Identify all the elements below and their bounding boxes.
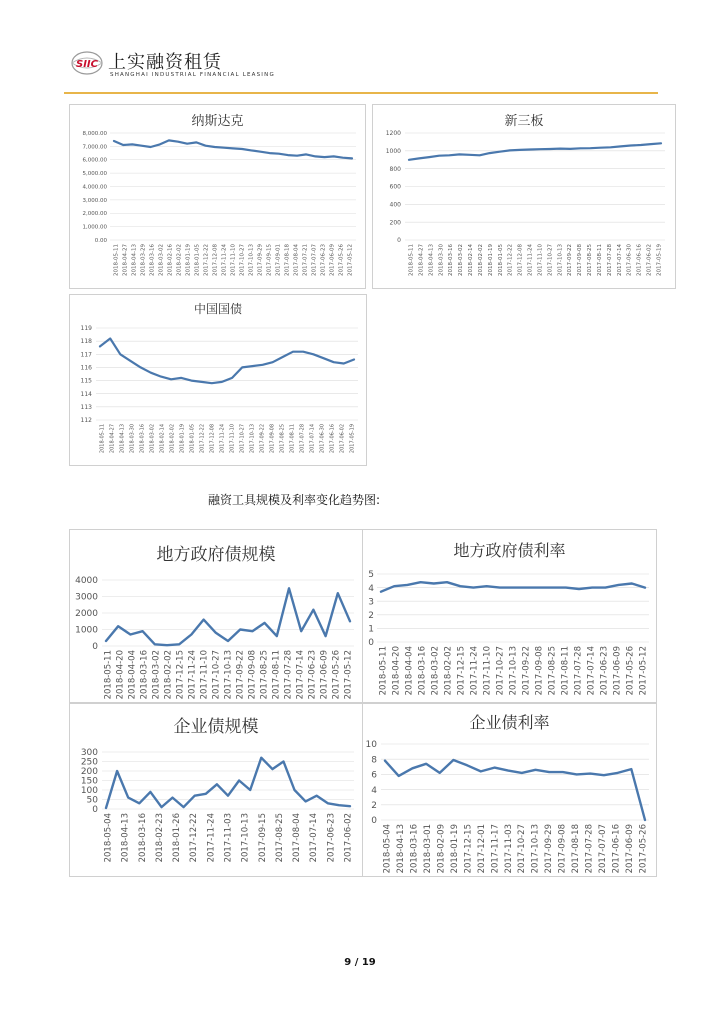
x-tick-label: 2017-06-09 bbox=[625, 824, 636, 874]
chart-panel-corp-bond-rate bbox=[362, 703, 657, 877]
x-tick-label: 2018-04-27 bbox=[109, 424, 116, 454]
x-tick-label: 2017-05-26 bbox=[338, 244, 345, 276]
x-tick-label: 2018-04-04 bbox=[127, 650, 138, 700]
y-tick-label: 114 bbox=[80, 390, 92, 398]
chart-panel-local-gov-bond-size bbox=[69, 529, 363, 703]
x-tick-label: 2018-02-02 bbox=[163, 650, 174, 700]
x-tick-label: 2017-11-24 bbox=[221, 244, 228, 276]
x-tick-label: 2018-04-13 bbox=[428, 244, 435, 276]
x-tick-label: 2018-05-04 bbox=[382, 824, 393, 874]
y-tick-label: 118 bbox=[80, 338, 92, 346]
y-tick-label: 6,000.00 bbox=[82, 157, 107, 164]
x-tick-label: 2017-12-15 bbox=[463, 824, 474, 874]
x-tick-label: 2018-03-02 bbox=[430, 646, 441, 696]
x-tick-label: 2017-05-12 bbox=[638, 646, 649, 696]
x-tick-label: 2017-08-04 bbox=[292, 813, 303, 863]
x-tick-label: 2017-06-02 bbox=[339, 424, 346, 454]
x-tick-label: 2017-08-11 bbox=[596, 243, 603, 276]
x-tick-label: 2018-03-29 bbox=[140, 244, 147, 276]
x-tick-label: 2017-08-18 bbox=[284, 244, 291, 276]
y-tick-label: 1200 bbox=[385, 130, 401, 138]
x-tick-label: 2017-05-26 bbox=[331, 650, 342, 700]
x-tick-label: 2017-08-25 bbox=[274, 813, 285, 863]
x-tick-label: 2017-10-13 bbox=[249, 424, 256, 454]
y-tick-label: 4 bbox=[371, 785, 377, 796]
x-tick-label: 2017-07-14 bbox=[295, 650, 306, 700]
x-tick-label: 2017-11-10 bbox=[482, 646, 493, 696]
chart-title: 纳斯达克 bbox=[191, 114, 244, 129]
chart-china-bond bbox=[70, 295, 366, 465]
x-tick-label: 2017-11-03 bbox=[503, 824, 514, 874]
chart-panel-corp-bond-size bbox=[69, 703, 363, 877]
x-tick-label: 2018-03-16 bbox=[139, 424, 146, 454]
y-tick-label: 4 bbox=[368, 583, 374, 594]
x-tick-label: 2017-10-27 bbox=[211, 650, 222, 700]
x-tick-label: 2018-02-14 bbox=[468, 244, 475, 276]
x-tick-label: 2017-10-27 bbox=[239, 244, 246, 276]
x-tick-label: 2017-11-24 bbox=[219, 424, 226, 454]
x-tick-label: 2017-06-23 bbox=[599, 646, 610, 696]
x-tick-label: 2018-03-16 bbox=[149, 244, 156, 276]
x-tick-label: 2018-04-20 bbox=[115, 650, 126, 700]
x-tick-label: 2017-09-08 bbox=[534, 646, 545, 696]
y-tick-label: 4,000.00 bbox=[82, 184, 107, 191]
x-tick-label: 2018-03-16 bbox=[417, 646, 428, 696]
y-tick-label: 5,000.00 bbox=[82, 171, 107, 178]
x-tick-label: 2017-07-14 bbox=[586, 646, 597, 696]
siic-logo bbox=[70, 50, 104, 76]
series-line bbox=[381, 582, 645, 592]
x-tick-label: 2017-11-10 bbox=[229, 424, 236, 454]
y-tick-label: 150 bbox=[80, 776, 98, 787]
x-tick-label: 2017-06-23 bbox=[326, 813, 337, 863]
x-tick-label: 2018-05-11 bbox=[103, 650, 114, 700]
x-tick-label: 2017-10-13 bbox=[223, 650, 234, 700]
chart-panel-nasdaq bbox=[69, 104, 366, 289]
x-tick-label: 2018-03-02 bbox=[151, 650, 162, 700]
y-tick-label: 116 bbox=[80, 364, 92, 372]
x-tick-label: 2017-06-16 bbox=[329, 424, 336, 454]
x-tick-label: 2017-10-13 bbox=[557, 244, 564, 276]
x-tick-label: 2017-08-25 bbox=[587, 244, 594, 276]
y-tick-label: 1000 bbox=[75, 625, 98, 636]
x-tick-label: 2018-03-01 bbox=[422, 824, 433, 874]
x-tick-label: 2018-01-19 bbox=[487, 244, 494, 276]
chart-panel-local-gov-bond-rate bbox=[362, 529, 657, 703]
x-tick-label: 2017-06-02 bbox=[343, 813, 354, 863]
series-line bbox=[106, 588, 350, 645]
x-tick-label: 2017-09-29 bbox=[544, 824, 555, 874]
x-tick-label: 2018-03-16 bbox=[139, 650, 150, 700]
y-tick-label: 800 bbox=[389, 165, 401, 173]
x-tick-label: 2017-10-13 bbox=[240, 813, 251, 863]
y-tick-label: 0.00 bbox=[94, 237, 107, 244]
y-tick-label: 115 bbox=[80, 377, 92, 385]
chart-neeq bbox=[373, 105, 675, 288]
x-tick-label: 2018-01-19 bbox=[185, 244, 192, 276]
chart-title: 新三板 bbox=[504, 114, 544, 129]
x-tick-label: 2018-01-26 bbox=[172, 813, 183, 863]
x-tick-label: 2017-11-24 bbox=[527, 244, 534, 276]
y-tick-label: 200 bbox=[80, 767, 98, 778]
x-tick-label: 2017-12-15 bbox=[175, 650, 186, 700]
x-tick-label: 2017-06-09 bbox=[319, 650, 330, 700]
logo-text: SIIC bbox=[76, 59, 98, 70]
y-tick-label: 1000 bbox=[385, 147, 401, 155]
series-line bbox=[385, 760, 645, 820]
y-tick-label: 10 bbox=[365, 740, 377, 751]
y-tick-label: 8,000.00 bbox=[82, 130, 107, 137]
x-tick-label: 2018-02-14 bbox=[159, 424, 166, 454]
x-tick-label: 2018-02-02 bbox=[443, 646, 454, 696]
x-tick-label: 2017-05-26 bbox=[638, 824, 649, 874]
x-tick-label: 2018-03-02 bbox=[458, 244, 465, 276]
chart-corp-bond-rate bbox=[363, 704, 656, 876]
x-tick-label: 2017-12-22 bbox=[199, 424, 206, 454]
x-tick-label: 2017-09-29 bbox=[257, 244, 264, 276]
x-tick-label: 2017-12-08 bbox=[209, 424, 216, 454]
x-tick-label: 2017-12-01 bbox=[476, 824, 487, 874]
x-tick-label: 2017-09-08 bbox=[269, 424, 276, 454]
y-tick-label: 0 bbox=[397, 237, 401, 245]
y-tick-label: 250 bbox=[80, 757, 98, 768]
x-tick-label: 2017-08-25 bbox=[547, 646, 558, 696]
x-tick-label: 2017-11-17 bbox=[490, 824, 501, 874]
x-tick-label: 2017-09-22 bbox=[235, 650, 246, 700]
y-tick-label: 50 bbox=[86, 795, 98, 806]
x-tick-label: 2017-07-14 bbox=[309, 424, 316, 454]
x-tick-label: 2017-12-22 bbox=[203, 244, 210, 276]
y-tick-label: 3 bbox=[368, 597, 374, 608]
x-tick-label: 2017-05-12 bbox=[347, 244, 354, 276]
x-tick-label: 2017-10-13 bbox=[248, 244, 255, 276]
x-tick-label: 2017-06-16 bbox=[636, 244, 643, 276]
x-tick-label: 2018-04-20 bbox=[391, 646, 402, 696]
y-tick-label: 5 bbox=[368, 570, 374, 581]
x-tick-label: 2017-10-27 bbox=[239, 424, 246, 454]
y-tick-label: 200 bbox=[389, 219, 401, 227]
x-tick-label: 2018-01-19 bbox=[449, 824, 460, 874]
chart-title: 企业债利率 bbox=[469, 713, 550, 732]
x-tick-label: 2017-12-15 bbox=[456, 646, 467, 696]
y-tick-label: 3000 bbox=[75, 592, 98, 603]
y-tick-label: 1,000.00 bbox=[82, 224, 107, 231]
x-tick-label: 2017-11-10 bbox=[199, 650, 210, 700]
chart-panel-neeq bbox=[372, 104, 676, 289]
chart-panel-china-bond bbox=[69, 294, 367, 466]
chart-corp-bond-size bbox=[70, 704, 362, 876]
x-tick-label: 2017-10-13 bbox=[530, 824, 541, 874]
x-tick-label: 2018-04-13 bbox=[131, 244, 138, 276]
x-tick-label: 2017-06-30 bbox=[626, 244, 633, 276]
y-tick-label: 400 bbox=[389, 201, 401, 209]
x-tick-label: 2017-08-11 bbox=[271, 650, 282, 700]
x-tick-label: 2017-09-15 bbox=[266, 244, 273, 276]
x-tick-label: 2018-03-16 bbox=[137, 813, 148, 863]
x-tick-label: 2018-03-02 bbox=[158, 244, 165, 276]
header-divider bbox=[64, 92, 658, 94]
y-tick-label: 0 bbox=[371, 816, 377, 827]
x-tick-label: 2018-05-11 bbox=[378, 646, 389, 696]
x-tick-label: 2017-08-11 bbox=[289, 424, 296, 454]
series-line bbox=[409, 143, 661, 160]
y-tick-label: 8 bbox=[371, 755, 377, 766]
x-tick-label: 2017-09-01 bbox=[275, 244, 282, 276]
x-tick-label: 2017-12-22 bbox=[189, 813, 200, 863]
x-tick-label: 2018-04-13 bbox=[119, 424, 126, 454]
x-tick-label: 2017-07-14 bbox=[616, 244, 623, 276]
x-tick-label: 2017-06-23 bbox=[307, 650, 318, 700]
y-tick-label: 2 bbox=[368, 610, 374, 621]
x-tick-label: 2018-02-02 bbox=[169, 424, 176, 454]
y-tick-label: 2000 bbox=[75, 609, 98, 620]
x-tick-label: 2017-11-24 bbox=[469, 646, 480, 696]
section-caption: 融资工具规模及利率变化趋势图: bbox=[208, 493, 381, 507]
x-tick-label: 2017-09-08 bbox=[577, 244, 584, 276]
x-tick-label: 2018-05-11 bbox=[408, 244, 415, 276]
x-tick-label: 2017-07-28 bbox=[584, 824, 595, 874]
x-tick-label: 2017-06-09 bbox=[612, 646, 623, 696]
y-tick-label: 300 bbox=[80, 748, 98, 759]
x-tick-label: 2017-05-19 bbox=[349, 424, 356, 454]
x-tick-label: 2018-04-13 bbox=[120, 813, 131, 863]
y-tick-label: 117 bbox=[80, 351, 92, 359]
x-tick-label: 2018-03-02 bbox=[149, 424, 156, 454]
x-tick-label: 2017-10-27 bbox=[547, 244, 554, 276]
x-tick-label: 2017-07-28 bbox=[283, 650, 294, 700]
x-tick-label: 2018-02-23 bbox=[154, 813, 165, 863]
x-tick-label: 2017-06-16 bbox=[611, 824, 622, 874]
x-tick-label: 2017-10-27 bbox=[517, 824, 528, 874]
x-tick-label: 2017-09-22 bbox=[521, 646, 532, 696]
x-tick-label: 2018-02-02 bbox=[176, 244, 183, 276]
x-tick-label: 2017-11-03 bbox=[223, 813, 234, 863]
x-tick-label: 2017-07-28 bbox=[573, 646, 584, 696]
x-tick-label: 2017-10-13 bbox=[508, 646, 519, 696]
x-tick-label: 2017-09-08 bbox=[557, 824, 568, 874]
x-tick-label: 2017-12-08 bbox=[517, 244, 524, 276]
x-tick-label: 2018-01-05 bbox=[189, 424, 196, 454]
y-tick-label: 119 bbox=[80, 325, 92, 333]
y-tick-label: 3,000.00 bbox=[82, 197, 107, 204]
x-tick-label: 2018-04-04 bbox=[404, 646, 415, 696]
x-tick-label: 2017-09-15 bbox=[257, 813, 268, 863]
x-tick-label: 2017-10-27 bbox=[495, 646, 506, 696]
x-tick-label: 2017-08-25 bbox=[259, 650, 270, 700]
x-tick-label: 2018-02-16 bbox=[167, 244, 174, 276]
x-tick-label: 2017-07-07 bbox=[311, 244, 318, 276]
x-tick-label: 2017-08-04 bbox=[293, 244, 300, 276]
x-tick-label: 2018-01-19 bbox=[179, 424, 186, 454]
x-tick-label: 2017-06-02 bbox=[646, 244, 653, 276]
y-tick-label: 2 bbox=[371, 800, 377, 811]
x-tick-label: 2017-11-10 bbox=[230, 244, 237, 276]
x-tick-label: 2017-12-22 bbox=[507, 244, 514, 276]
x-tick-label: 2017-05-26 bbox=[625, 646, 636, 696]
x-tick-label: 2017-07-28 bbox=[299, 424, 306, 454]
x-tick-label: 2018-04-13 bbox=[395, 824, 406, 874]
page-number: 9 / 19 bbox=[344, 957, 376, 968]
x-tick-label: 2018-04-27 bbox=[418, 244, 425, 276]
x-tick-label: 2017-09-22 bbox=[259, 424, 266, 454]
x-tick-label: 2017-06-30 bbox=[319, 424, 326, 454]
x-tick-label: 2017-08-25 bbox=[279, 424, 286, 454]
y-tick-label: 0 bbox=[92, 805, 98, 816]
company-name-english: SHANGHAI INDUSTRIAL FINANCIAL LEASING bbox=[110, 72, 275, 78]
chart-title: 地方政府债规模 bbox=[156, 545, 276, 565]
chart-title: 企业债规模 bbox=[173, 717, 259, 737]
x-tick-label: 2017-08-18 bbox=[571, 824, 582, 874]
y-tick-label: 112 bbox=[80, 417, 92, 425]
x-tick-label: 2017-05-19 bbox=[656, 244, 663, 276]
x-tick-label: 2018-01-05 bbox=[497, 244, 504, 276]
x-tick-label: 2018-03-30 bbox=[129, 424, 136, 454]
x-tick-label: 2018-03-30 bbox=[438, 244, 445, 276]
series-line bbox=[100, 339, 354, 384]
y-tick-label: 600 bbox=[389, 183, 401, 191]
x-tick-label: 2017-07-21 bbox=[302, 244, 309, 276]
x-tick-label: 2017-05-12 bbox=[343, 650, 354, 700]
chart-title: 中国国债 bbox=[193, 302, 243, 316]
y-tick-label: 6 bbox=[371, 770, 377, 781]
y-tick-label: 2,000.00 bbox=[82, 211, 107, 218]
x-tick-label: 2017-06-23 bbox=[320, 244, 327, 276]
chart-local-gov-bond-size bbox=[70, 530, 362, 702]
y-tick-label: 7,000.00 bbox=[82, 144, 107, 151]
x-tick-label: 2017-07-07 bbox=[598, 824, 609, 874]
y-tick-label: 1 bbox=[368, 624, 374, 635]
x-tick-label: 2017-07-14 bbox=[309, 813, 320, 863]
y-tick-label: 0 bbox=[368, 638, 374, 649]
x-tick-label: 2017-11-24 bbox=[187, 650, 198, 700]
x-tick-label: 2018-02-09 bbox=[436, 824, 447, 874]
chart-title: 地方政府债利率 bbox=[453, 541, 566, 560]
x-tick-label: 2017-11-10 bbox=[537, 244, 544, 276]
y-tick-label: 4000 bbox=[75, 576, 98, 587]
x-tick-label: 2017-09-08 bbox=[247, 650, 258, 700]
x-tick-label: 2017-06-09 bbox=[329, 244, 336, 276]
x-tick-label: 2018-02-02 bbox=[477, 244, 484, 276]
x-tick-label: 2017-08-11 bbox=[560, 646, 571, 696]
chart-local-gov-bond-rate bbox=[363, 530, 656, 702]
company-name: 上实融资租赁 bbox=[108, 52, 222, 73]
x-tick-label: 2018-05-11 bbox=[113, 244, 120, 276]
x-tick-label: 2017-12-08 bbox=[212, 244, 219, 276]
x-tick-label: 2017-07-28 bbox=[606, 244, 613, 276]
y-tick-label: 113 bbox=[80, 403, 92, 411]
x-tick-label: 2017-09-22 bbox=[567, 244, 574, 276]
document-header bbox=[66, 44, 666, 94]
x-tick-label: 2018-04-27 bbox=[122, 244, 129, 276]
chart-nasdaq bbox=[70, 105, 365, 288]
x-tick-label: 2018-01-05 bbox=[194, 244, 201, 276]
x-tick-label: 2018-05-04 bbox=[103, 813, 114, 863]
x-tick-label: 2018-03-16 bbox=[448, 244, 455, 276]
y-tick-label: 0 bbox=[92, 642, 98, 653]
series-line bbox=[114, 140, 352, 158]
x-tick-label: 2017-11-24 bbox=[206, 813, 217, 863]
series-line bbox=[106, 758, 350, 808]
x-tick-label: 2018-05-11 bbox=[99, 424, 106, 454]
y-tick-label: 100 bbox=[80, 786, 98, 797]
x-tick-label: 2018-03-16 bbox=[409, 824, 420, 874]
